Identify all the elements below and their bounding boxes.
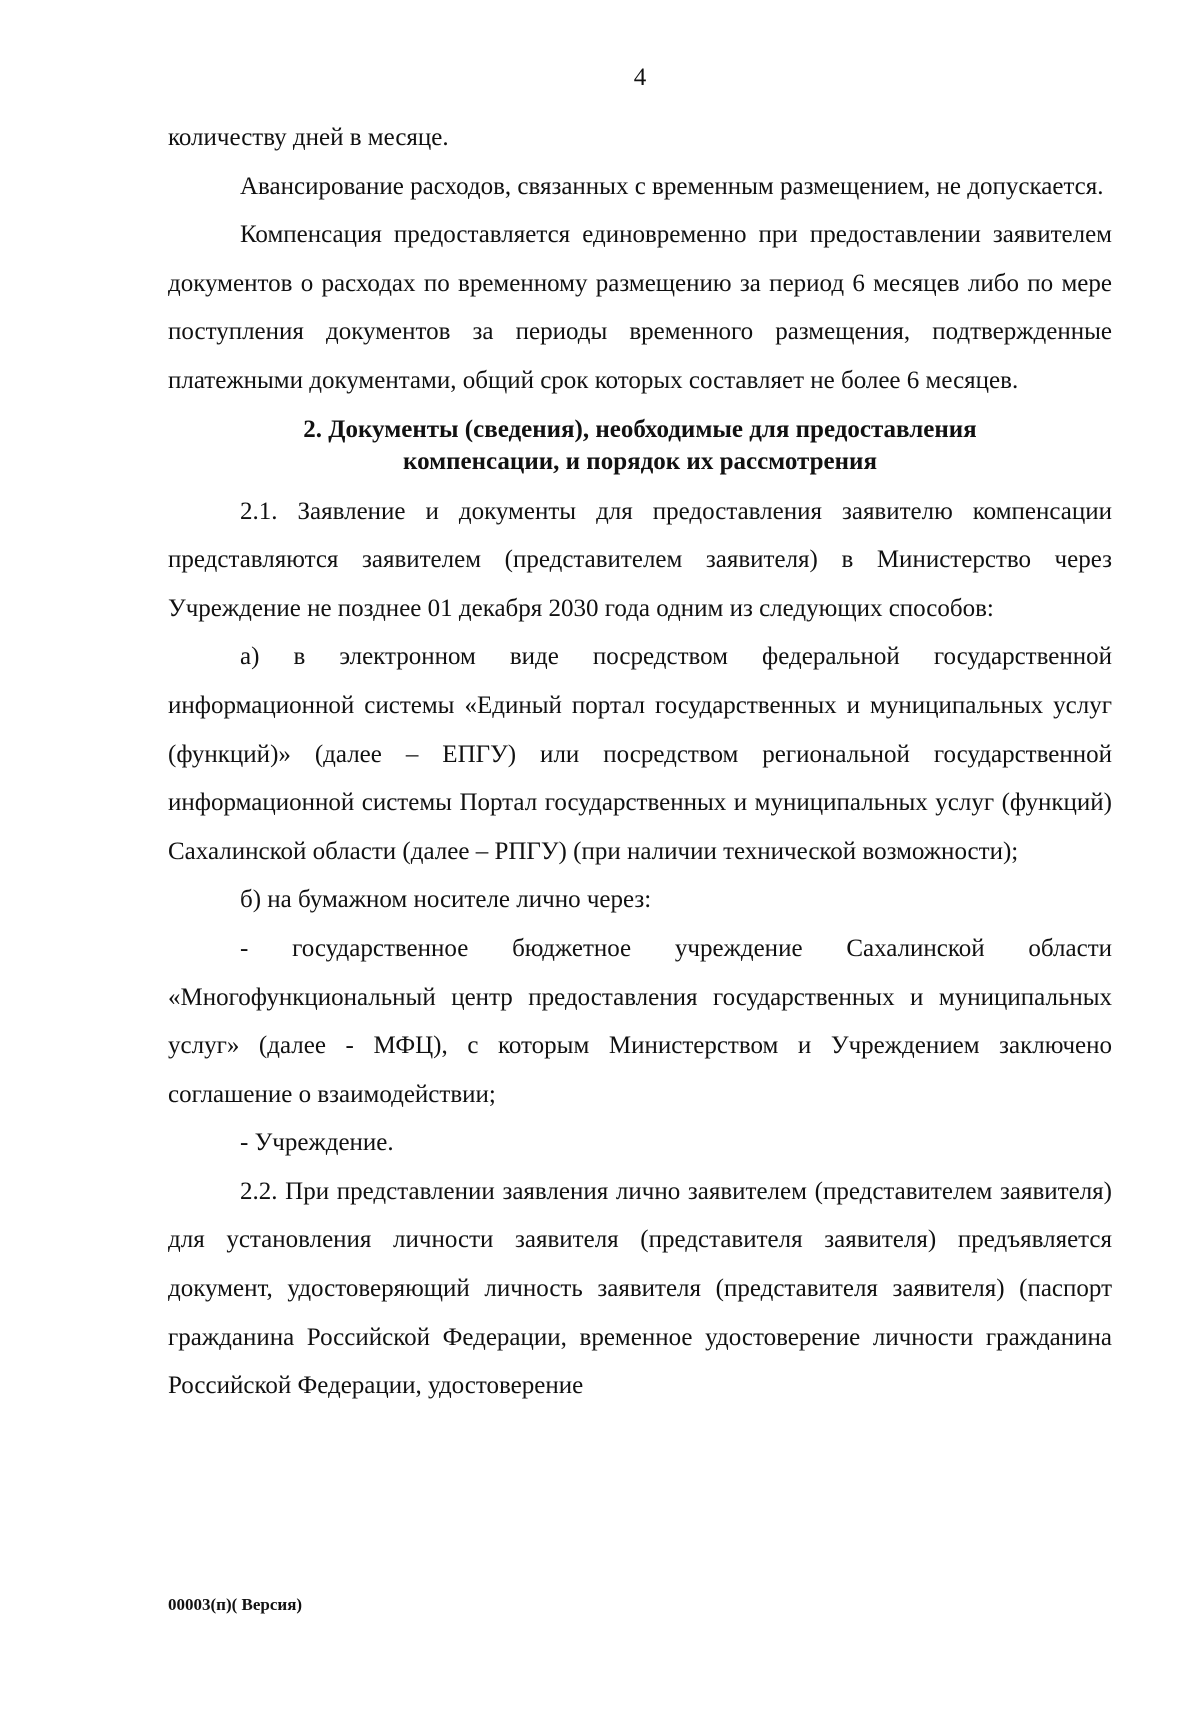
document-body	[168, 114, 1112, 1411]
paragraph-item-a: а) в электронном виде посредством федеральной государственной информационной системы «Единый портал государственных и муниципальных услуг (функций)» (далее – ЕПГУ) или посредством региональной государственной информационной системы Портал государственных и муниципальных услуг (функций) Сахалинской области (далее – РПГУ) (при наличии технической возможности);	[168, 643, 1112, 865]
paragraph-item-b: б) на бумажном носителе лично через:	[240, 886, 652, 914]
paragraph-2-2: 2.2. При представлении заявления лично заявителем (представителем заявителя) для установления личности заявителя (представителя заявителя) предъявляется документ, удостоверяющий личность заявителя (представителя заявителя) (паспорт гражданина Российской Федерации, временное удостоверение личности гражданина Российской Федерации, удостоверение	[168, 1177, 1112, 1400]
paragraph-continuation: количеству дней в месяце.	[168, 124, 449, 151]
paragraph-compensation: Компенсация предоставляется единовременно при предоставлении заявителем документов о расходах по временному размещению за период 6 месяцев либо по мере поступления документов за периоды временного размещения, подтвержденные платежными документами, общий срок которых составляет не более 6 месяцев.	[168, 221, 1112, 394]
section-heading-line-2: компенсации, и порядок их рассмотрения	[403, 447, 877, 475]
paragraph-advance-payment: Авансирование расходов, связанных с временным размещением, не допускается.	[240, 172, 1104, 200]
paragraph-mfc: - государственное бюджетное учреждение Сахалинской области «Многофункциональный центр предоставления государственных и муниципальных услуг» (далее - МФЦ), с которым Министерством и Учреждением заключено соглашение о взаимодействии;	[168, 934, 1112, 1108]
paragraph-institution: - Учреждение.	[240, 1129, 394, 1157]
section-heading	[168, 406, 1112, 488]
page-number: 4	[633, 64, 647, 91]
paragraph-2-1: 2.1. Заявление и документы для предоставления заявителю компенсации представляются заявителем (представителем заявителя) в Министерство через Учреждение не позднее 01 декабря 2030 года одним из следующих способов:	[168, 497, 1112, 622]
document-code: 00003(п)( Версия)	[168, 1595, 303, 1614]
section-heading-line-1: 2. Документы (сведения), необходимые для предоставления	[303, 415, 977, 443]
